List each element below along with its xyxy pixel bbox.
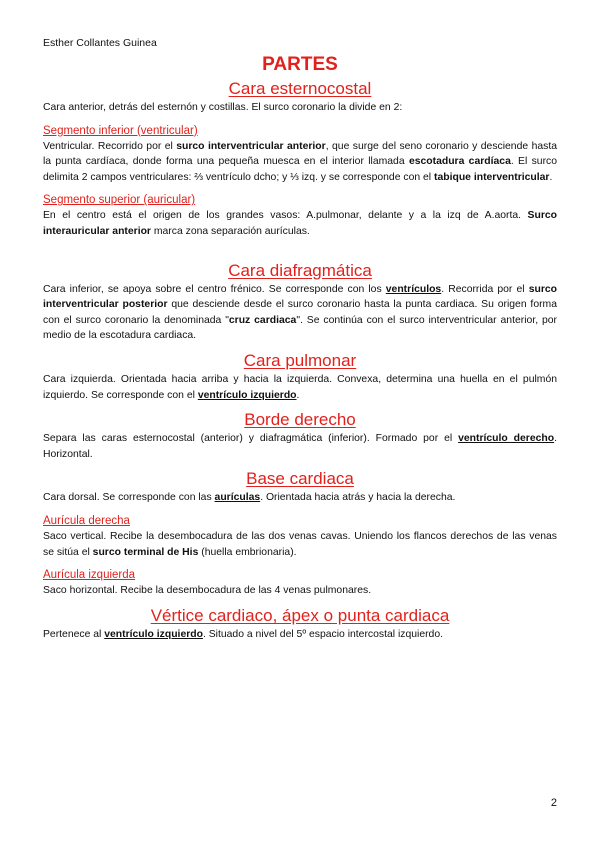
heading-cara-pulmonar: Cara pulmonar: [243, 350, 357, 370]
paragraph-pulmonar: Cara izquierda. Orientada hacia arriba y hacia la izquierda. Convexa, determina una huella en el pulmón izquierdo. Se corresponde con el ventrículo izquierdo.: [43, 373, 557, 401]
paragraph-base-cardiaca: Cara dorsal. Se corresponde con las aurículas. Orientada hacia atrás y hacia la derecha.: [43, 492, 456, 504]
paragraph-segmento-superior: En el centro está el origen de los grandes vasos: A.pulmonar, delante y a la izq de A.aorta. Surco interauricular anterior marca zona separación aurículas.: [43, 210, 557, 237]
subheading-segmento-superior: Segmento superior (auricular): [43, 194, 196, 207]
paragraph-auricula-izquierda: Saco horizontal. Recibe la desembocadura de las 4 venas pulmonares.: [43, 585, 372, 597]
paragraph-diafragmatica: Cara inferior, se apoya sobre el centro frénico. Se corresponde con los ventrículos. Recorrida por el surco interventricular posterior que desciende desde el surco coronario hasta la punta cardiaca. Su origen forma con el surco coronario la denominada "cruz cardiaca". Se continúa con el surco interventricular anterior, por medio de la escotadura cardiaca.: [43, 283, 558, 342]
subheading-segmento-inferior: Segmento inferior (ventricular): [43, 124, 198, 137]
heading-borde-derecho: Borde derecho: [244, 410, 356, 430]
paragraph-borde-derecho: Separa las caras esternocostal (anterior) y diafragmática (inferior). Formado por el ventrículo derecho. Horizontal.: [43, 433, 557, 460]
page-title: PARTES: [262, 54, 338, 75]
document-body: [43, 78, 557, 642]
subheading-auricula-derecha: Aurícula derecha: [43, 514, 130, 527]
page-number: 2: [550, 797, 557, 809]
heading-cara-diafragmatica: Cara diafragmática: [228, 260, 372, 280]
heading-cara-esternocostal: Cara esternocostal: [228, 79, 372, 98]
paragraph-vertice-cardiaco: Pertenece al ventrículo izquierdo. Situado a nivel del 5º espacio intercostal izquierdo.: [43, 628, 444, 640]
paragraph-auricula-derecha: Saco vertical. Recibe la desembocadura de las dos venas cavas. Uniendo los flancos derechos de las venas se sitúa el surco terminal de His (huella embrionaria).: [43, 530, 557, 558]
author-name: Esther Collantes Guinea: [43, 37, 157, 49]
heading-base-cardiaca: Base cardiaca: [246, 469, 354, 489]
paragraph-segmento-inferior: Ventricular. Recorrido por el surco interventricular anterior, que surge del seno coronario y desciende hasta la punta cardíaca, donde forma una pequeña muesca en el interior llamada escotadura cardíaca. El surco delimita 2 campos ventriculares: ⅔ ventrículo dcho; y ⅓ izq. y se corresponde con el tabique interventricular.: [43, 140, 558, 183]
heading-vertice-cardiaco: Vértice cardiaco, ápex o punta cardiaca: [150, 605, 450, 625]
paragraph-esternocostal-intro: Cara anterior, detrás del esternón y costillas. El surco coronario la divide en 2:: [43, 102, 403, 113]
subheading-auricula-izquierda: Aurícula izquierda: [43, 569, 136, 582]
